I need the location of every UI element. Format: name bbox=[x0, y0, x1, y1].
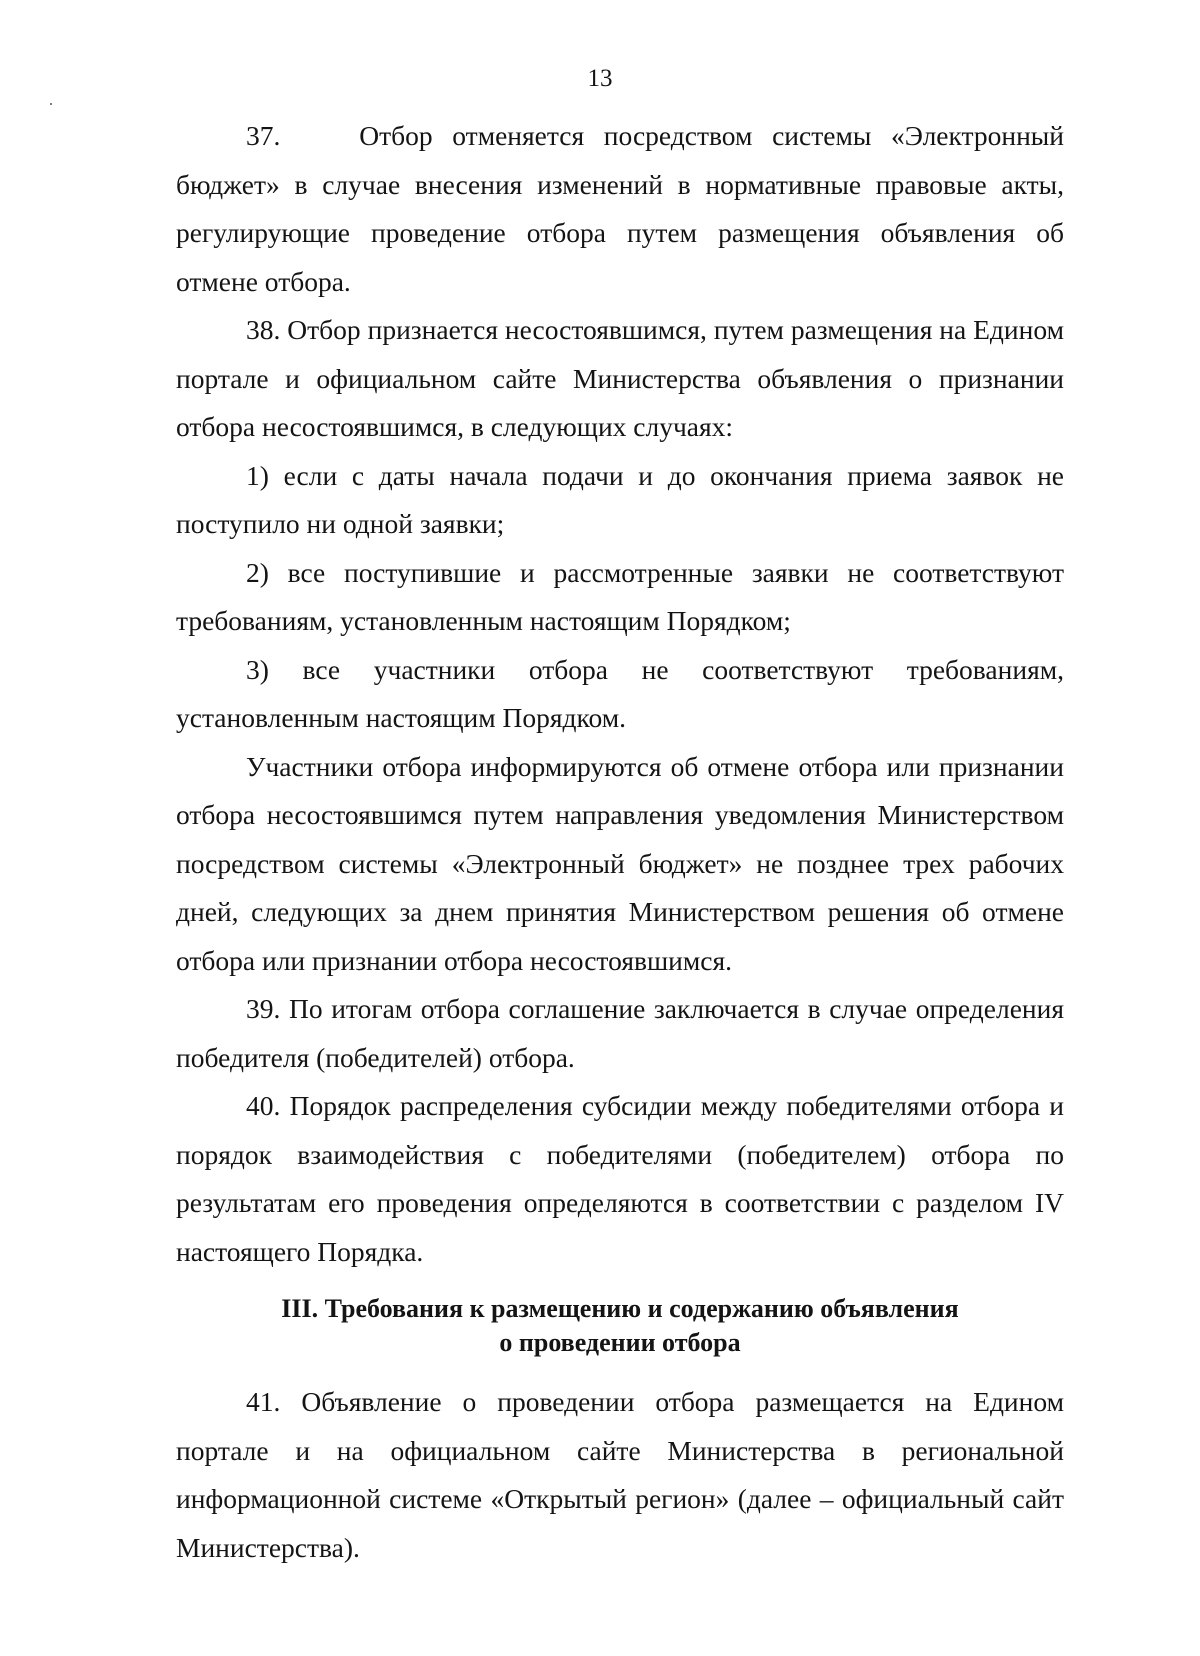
list-item-38-2: 2) все поступившие и рассмотренные заявки не соответствуют требованиям, установленным настоящим Порядком; bbox=[176, 556, 1064, 636]
document-body bbox=[176, 112, 1064, 1572]
page-number: 13 bbox=[587, 65, 613, 92]
paragraph-37: 37. Отбор отменяется посредством системы «Электронный бюджет» в случае внесения изменений в нормативные правовые акты, регулирующие проведение отбора путем размещения объявления об отмене отбора. bbox=[176, 120, 1064, 297]
section-heading bbox=[176, 1292, 1064, 1360]
scan-speck bbox=[50, 103, 52, 105]
list-item-38-1: 1) если с даты начала подачи и до окончания приема заявок не поступило ни одной заявки; bbox=[176, 459, 1064, 539]
paragraph-38: 38. Отбор признается несостоявшимся, путем размещения на Едином портале и официальном сайте Министерства объявления о признании отбора несостоявшимся, в следующих случаях: bbox=[176, 314, 1064, 442]
paragraph-39: 39. По итогам отбора соглашение заключается в случае определения победителя (победителей) отбора. bbox=[176, 993, 1064, 1073]
paragraph-38-notification: Участники отбора информируются об отмене отбора или признании отбора несостоявшимся путем направления уведомления Министерством посредством системы «Электронный бюджет» не позднее трех рабочих дней, следующих за днем принятия Министерством решения об отмене отбора или признании отбора несостоявшимся. bbox=[176, 750, 1064, 976]
section-heading-line-2: о проведении отбора bbox=[499, 1328, 741, 1357]
paragraph-41: 41. Объявление о проведении отбора размещается на Едином портале и на официальном сайте Министерства в региональной информационной системе «Открытый регион» (далее – официальный сайт Министерства). bbox=[176, 1386, 1064, 1563]
section-heading-line-1: III. Требования к размещению и содержанию объявления bbox=[281, 1294, 959, 1323]
list-item-38-3: 3) все участники отбора не соответствуют требованиям, установленным настоящим Порядком. bbox=[176, 653, 1064, 733]
paragraph-40: 40. Порядок распределения субсидии между победителями отбора и порядок взаимодействия с победителями (победителем) отбора по результатам его проведения определяются в соответствии с разделом IV настоящего Порядка. bbox=[176, 1090, 1064, 1267]
